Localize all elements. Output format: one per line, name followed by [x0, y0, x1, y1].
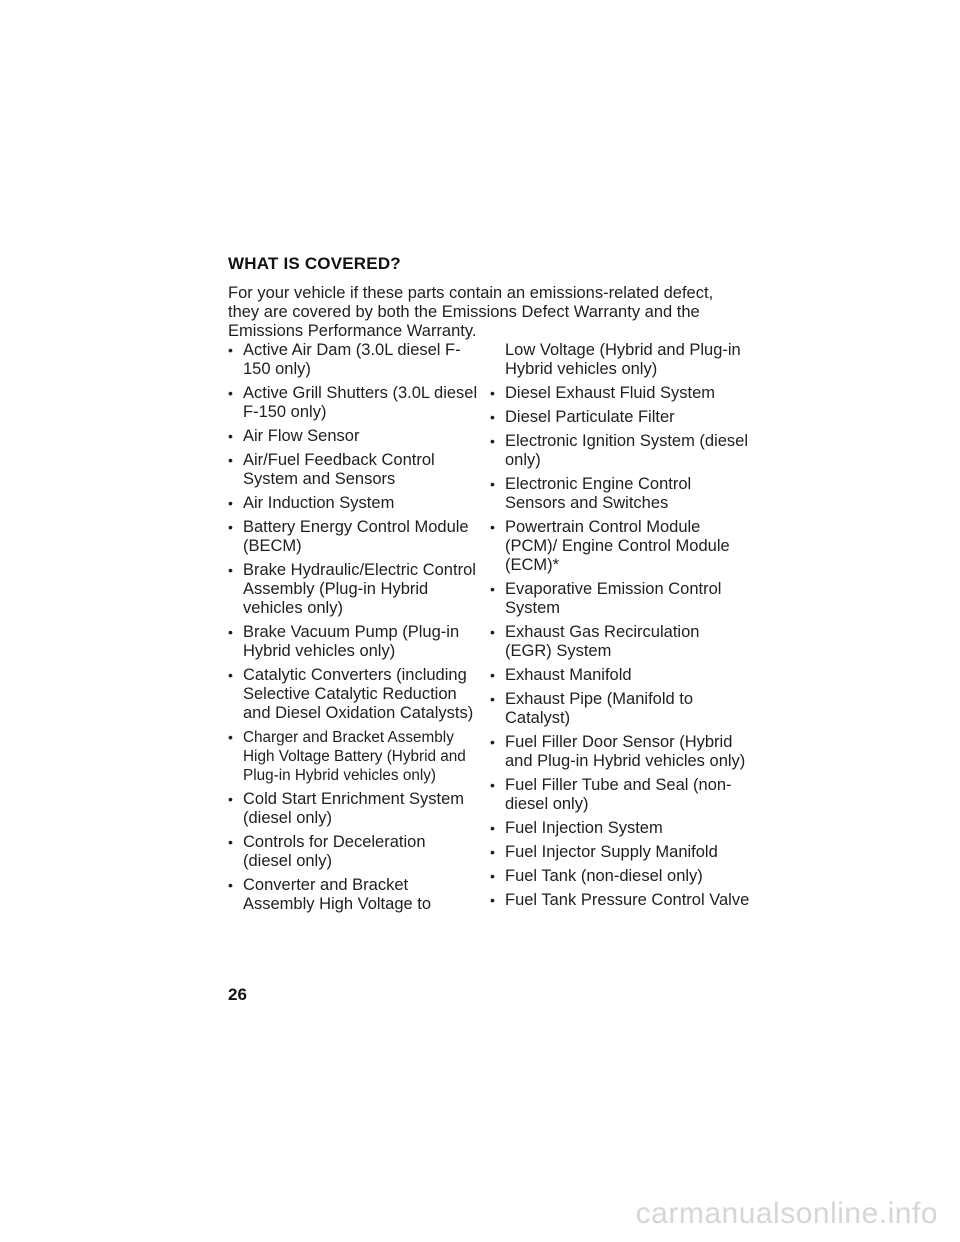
list-item-text: Cold Start Enrichment System (diesel only)	[243, 790, 464, 827]
bullet-icon: •	[228, 342, 233, 358]
list-item	[490, 475, 750, 513]
bullet-icon: •	[490, 691, 495, 707]
section-heading: WHAT IS COVERED?	[228, 254, 401, 273]
bullet-icon: •	[490, 433, 495, 449]
list-item-text: Fuel Injector Supply Manifold	[505, 843, 718, 861]
bullet-icon: •	[490, 844, 495, 860]
list-item	[490, 666, 750, 685]
list-item-text: Diesel Particulate Filter	[505, 408, 675, 426]
bullet-icon: •	[490, 476, 495, 492]
list-item-text: Exhaust Gas Recirculation (EGR) System	[505, 623, 700, 660]
list-item	[228, 666, 478, 723]
bullet-icon: •	[228, 729, 233, 745]
bullet-icon: •	[490, 667, 495, 683]
bullet-icon: •	[490, 820, 495, 836]
list-item	[228, 728, 478, 785]
list-item-text: Fuel Injection System	[505, 819, 663, 837]
list-item-text: Active Grill Shutters (3.0L diesel F-150 only)	[243, 384, 478, 421]
list-item-text: Electronic Ignition System (diesel only)	[505, 432, 749, 469]
list-item-text: Air/Fuel Feedback Control System and Sensors	[243, 451, 435, 488]
list-item-text: Exhaust Pipe (Manifold to Catalyst)	[505, 690, 694, 727]
list-item	[490, 733, 750, 771]
bullet-icon: •	[490, 519, 495, 535]
list-item	[490, 843, 750, 862]
list-item	[490, 384, 750, 403]
list-item	[228, 341, 478, 379]
covered-parts-list-right	[490, 341, 750, 915]
list-item	[490, 776, 750, 814]
list-item	[228, 494, 478, 513]
list-item-text: Air Flow Sensor	[243, 427, 360, 445]
list-item	[490, 432, 750, 470]
list-item-text: Controls for Deceleration (diesel only)	[243, 833, 426, 870]
list-item	[490, 408, 750, 427]
bullet-icon: •	[228, 428, 233, 444]
list-item-text: Brake Vacuum Pump (Plug-in Hybrid vehicles only)	[243, 623, 460, 660]
bullet-icon: •	[228, 834, 233, 850]
bullet-icon: •	[228, 624, 233, 640]
bullet-icon: •	[490, 892, 495, 908]
list-item	[228, 384, 478, 422]
bullet-icon: •	[228, 385, 233, 401]
list-item-continuation	[490, 341, 750, 379]
list-item	[228, 790, 478, 828]
list-item-text: Catalytic Converters (including Selective Catalytic Reduction and Diesel Oxidation Catalysts)	[243, 666, 474, 722]
list-item	[490, 623, 750, 661]
list-item	[490, 580, 750, 618]
covered-parts-list-left	[228, 341, 478, 919]
list-item	[490, 690, 750, 728]
list-item-text: Exhaust Manifold	[505, 666, 632, 684]
list-item-text: Powertrain Control Module (PCM)/ Engine Control Module (ECM)*	[505, 518, 730, 574]
watermark-text: carmanualsonline.info	[635, 1197, 938, 1230]
list-item-text: Converter and Bracket Assembly High Voltage to	[243, 876, 432, 913]
list-item-text: Active Air Dam (3.0L diesel F-150 only)	[243, 341, 461, 378]
bullet-icon: •	[490, 868, 495, 884]
intro-paragraph: For your vehicle if these parts contain an emissions-related defect, they are covered by both the Emissions Defect Warranty and the Emissions Performance Warranty.	[228, 284, 714, 340]
bullet-icon: •	[490, 385, 495, 401]
list-item-text: Air Induction System	[243, 494, 395, 512]
list-item-text: Evaporative Emission Control System	[505, 580, 722, 617]
list-item-text: Charger and Bracket Assembly High Voltage Battery (Hybrid and Plug-in Hybrid vehicles only)	[243, 729, 466, 784]
list-item-text: Fuel Filler Door Sensor (Hybrid and Plug-in Hybrid vehicles only)	[505, 733, 746, 770]
list-item	[490, 518, 750, 575]
bullet-icon: •	[490, 734, 495, 750]
bullet-icon: •	[228, 495, 233, 511]
list-item	[228, 451, 478, 489]
list-item-text: Brake Hydraulic/Electric Control Assembly (Plug-in Hybrid vehicles only)	[243, 561, 476, 617]
list-item	[228, 561, 478, 618]
bullet-icon: •	[228, 667, 233, 683]
list-item	[228, 833, 478, 871]
list-item-text: Diesel Exhaust Fluid System	[505, 384, 715, 402]
bullet-icon: •	[490, 581, 495, 597]
list-item-text: Low Voltage (Hybrid and Plug-in Hybrid vehicles only)	[505, 341, 741, 378]
list-item-text: Fuel Filler Tube and Seal (non-diesel only)	[505, 776, 732, 813]
list-item	[490, 819, 750, 838]
list-item-text: Electronic Engine Control Sensors and Switches	[505, 475, 692, 512]
list-item	[228, 876, 478, 914]
list-item	[228, 623, 478, 661]
bullet-icon: •	[228, 452, 233, 468]
bullet-icon: •	[490, 624, 495, 640]
list-item-text: Battery Energy Control Module (BECM)	[243, 518, 469, 555]
bullet-icon: •	[228, 791, 233, 807]
list-item	[490, 891, 750, 910]
list-item-text: Fuel Tank (non-diesel only)	[505, 867, 703, 885]
list-item	[490, 867, 750, 886]
list-item	[228, 518, 478, 556]
bullet-icon: •	[228, 562, 233, 578]
bullet-icon: •	[490, 777, 495, 793]
page-number: 26	[228, 985, 247, 1004]
list-item-text: Fuel Tank Pressure Control Valve	[505, 891, 750, 909]
list-item	[228, 427, 478, 446]
bullet-icon: •	[228, 519, 233, 535]
bullet-icon: •	[228, 877, 233, 893]
bullet-icon: •	[490, 409, 495, 425]
